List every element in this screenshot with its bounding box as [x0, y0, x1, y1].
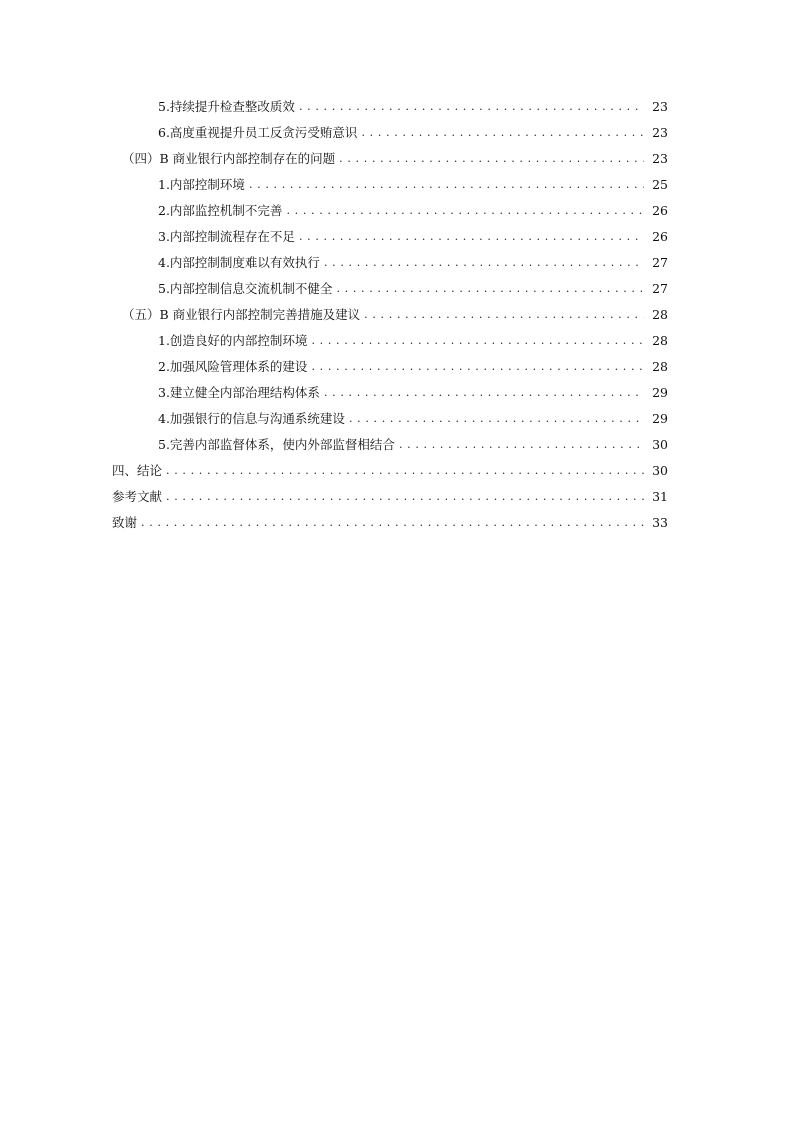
toc-entry-title: 四、结论: [112, 463, 163, 478]
toc-entry[interactable]: [112, 354, 668, 380]
toc-entry-title: 4.内部控制制度难以有效执行: [158, 255, 320, 270]
toc-entry[interactable]: [112, 432, 668, 458]
toc-dot-leader: [349, 406, 644, 432]
toc-page-number: 30: [652, 463, 668, 478]
toc-page-number: 26: [652, 203, 668, 218]
toc-dot-leader: [286, 198, 644, 224]
toc-dot-leader: [141, 510, 644, 536]
toc-entry-title: 1.创造良好的内部控制环境: [158, 333, 308, 348]
toc-page-number: 23: [652, 99, 668, 114]
toc-entry-title: 6.高度重视提升员工反贪污受贿意识: [158, 125, 358, 140]
toc-entry[interactable]: [112, 94, 668, 120]
toc-page-number: 33: [652, 515, 668, 530]
table-of-contents: [112, 94, 668, 536]
toc-entry-title: 2.内部监控机制不完善: [158, 203, 283, 218]
toc-page-number: 29: [652, 385, 668, 400]
toc-entry[interactable]: [112, 172, 668, 198]
toc-dot-leader: [361, 120, 644, 146]
toc-dot-leader: [249, 172, 644, 198]
toc-page-number: 28: [652, 333, 668, 348]
toc-entry-title: 3.建立健全内部治理结构体系: [158, 385, 320, 400]
toc-entry[interactable]: [112, 328, 668, 354]
toc-page-number: 23: [652, 125, 668, 140]
toc-entry-title: 3.内部控制流程存在不足: [158, 229, 295, 244]
toc-page-number: 27: [652, 255, 668, 270]
toc-entry-title: 4.加强银行的信息与沟通系统建设: [158, 411, 345, 426]
toc-entry[interactable]: [112, 276, 668, 302]
toc-page-number: 25: [652, 177, 668, 192]
toc-dot-leader: [324, 250, 644, 276]
toc-entry[interactable]: [112, 198, 668, 224]
toc-page-number: 26: [652, 229, 668, 244]
toc-dot-leader: [311, 354, 644, 380]
toc-entry-title: 5.内部控制信息交流机制不健全: [158, 281, 333, 296]
toc-page-number: 30: [652, 437, 668, 452]
toc-dot-leader: [364, 302, 644, 328]
toc-entry[interactable]: [112, 484, 668, 510]
toc-entry-title: 致谢: [112, 515, 138, 530]
toc-entry-title: （五）B 商业银行内部控制完善措施及建议: [122, 307, 361, 322]
toc-entry[interactable]: [112, 510, 668, 536]
toc-entry-title: 参考文献: [112, 489, 163, 504]
toc-entry[interactable]: [112, 146, 668, 172]
toc-entry[interactable]: [112, 120, 668, 146]
toc-entry[interactable]: [112, 302, 668, 328]
toc-dot-leader: [339, 146, 644, 172]
toc-dot-leader: [299, 224, 644, 250]
toc-entry-title: （四）B 商业银行内部控制存在的问题: [122, 151, 336, 166]
toc-page-number: 27: [652, 281, 668, 296]
toc-dot-leader: [311, 328, 644, 354]
toc-dot-leader: [336, 276, 644, 302]
toc-entry[interactable]: [112, 458, 668, 484]
toc-dot-leader: [166, 484, 644, 510]
toc-entry[interactable]: [112, 380, 668, 406]
toc-entry[interactable]: [112, 224, 668, 250]
toc-entry[interactable]: [112, 406, 668, 432]
toc-dot-leader: [399, 432, 644, 458]
toc-entry-title: 5.完善内部监督体系，使内外部监督相结合: [158, 437, 395, 452]
toc-entry[interactable]: [112, 250, 668, 276]
toc-page-number: 28: [652, 307, 668, 322]
toc-dot-leader: [299, 94, 644, 120]
toc-dot-leader: [324, 380, 644, 406]
toc-page-number: 29: [652, 411, 668, 426]
toc-entry-title: 2.加强风险管理体系的建设: [158, 359, 308, 374]
toc-entry-title: 1.内部控制环境: [158, 177, 245, 192]
toc-dot-leader: [166, 458, 644, 484]
toc-page-number: 31: [652, 489, 668, 504]
toc-entry-title: 5.持续提升检查整改质效: [158, 99, 295, 114]
toc-page-number: 28: [652, 359, 668, 374]
toc-page-number: 23: [652, 151, 668, 166]
